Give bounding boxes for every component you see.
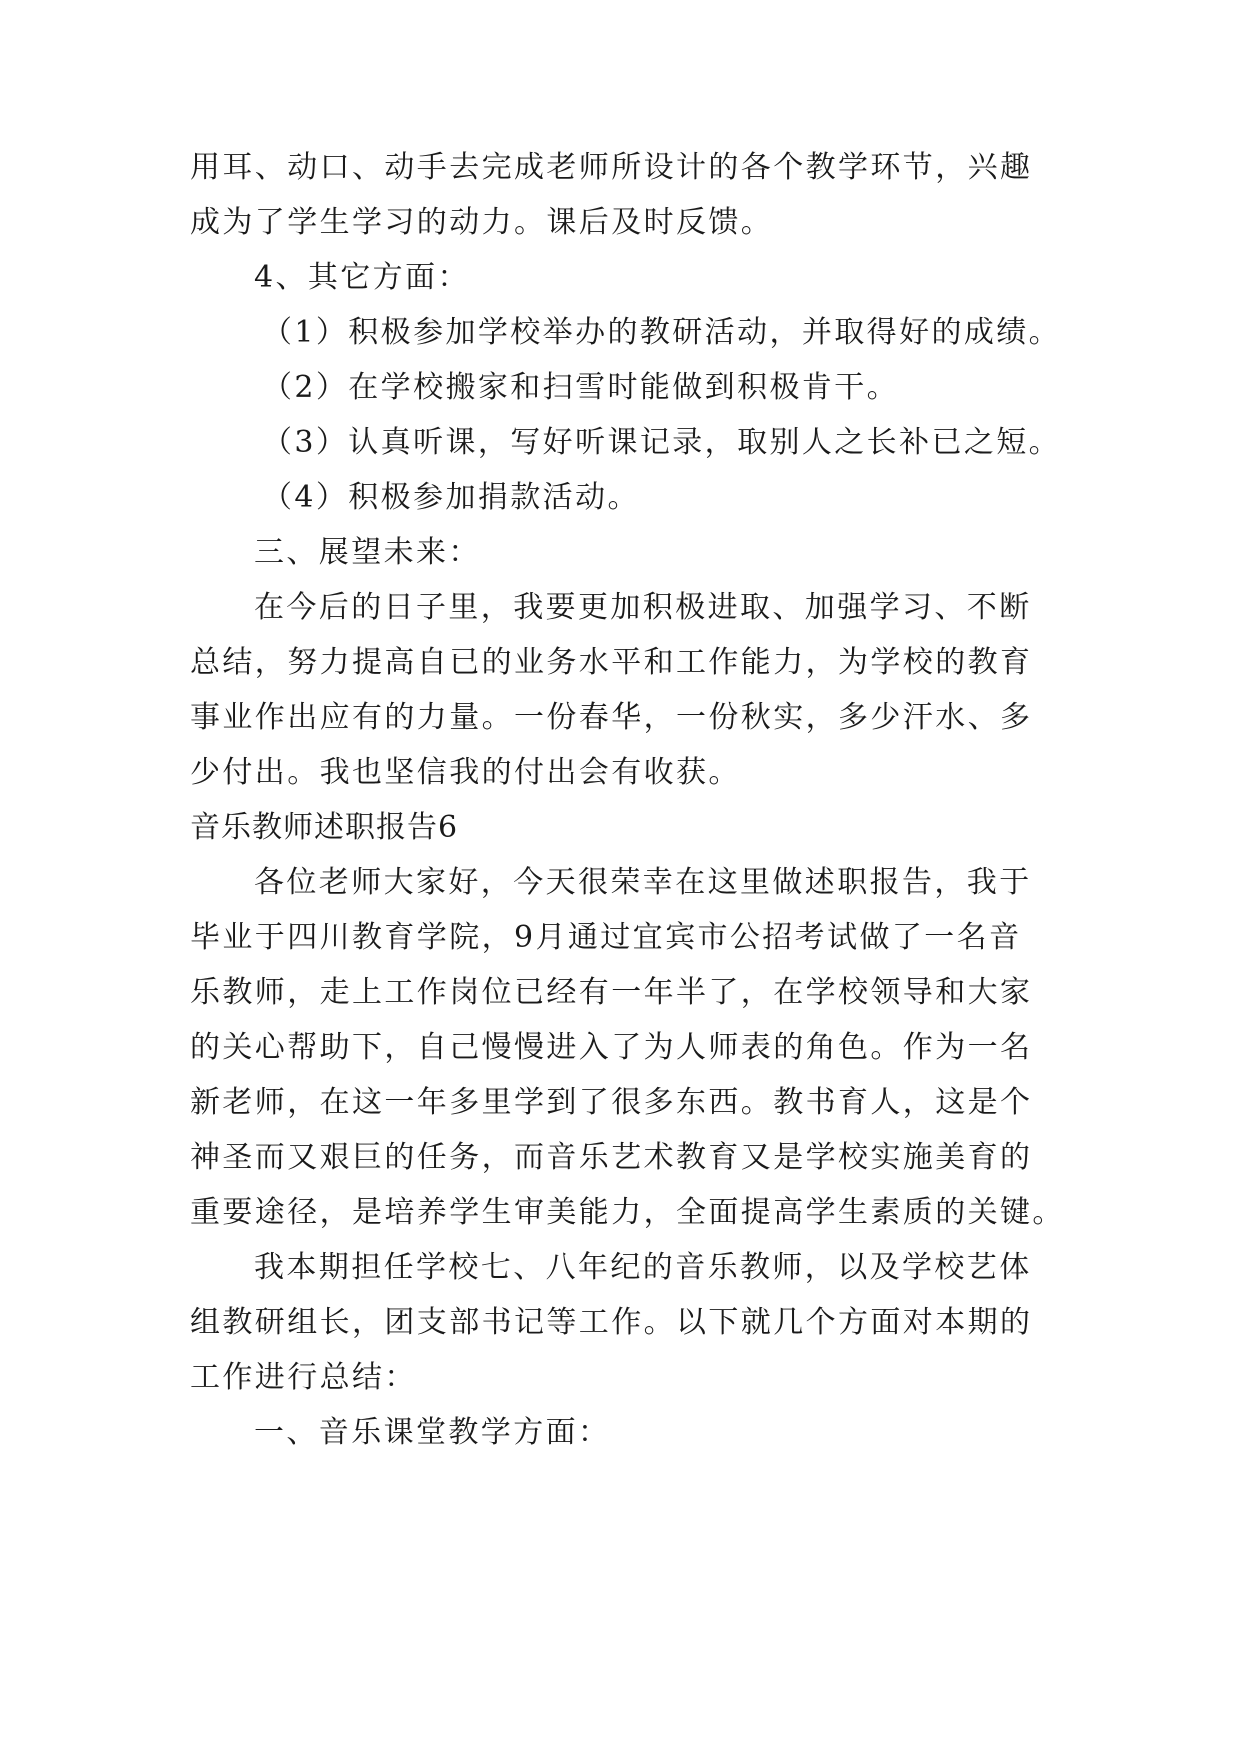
body-text-line: 在今后的日子里，我要更加积极进取、加强学习、不断 <box>254 590 1032 625</box>
list-item: （4）积极参加捐款活动。 <box>262 480 640 515</box>
section-heading: 一、音乐课堂教学方面： <box>254 1415 611 1450</box>
body-text-line: 总结，努力提高自已的业务水平和工作能力，为学校的教育 <box>190 645 1033 680</box>
list-item: （2）在学校搬家和扫雪时能做到积极肯干。 <box>262 370 900 405</box>
list-item: （1）积极参加学校举办的教研活动，并取得好的成绩。 <box>262 315 1062 350</box>
list-item: （3）认真听课，写好听课记录，取别人之长补已之短。 <box>262 425 1062 460</box>
body-text-line: 的关心帮助下，自己慢慢进入了为人师表的角色。作为一名 <box>190 1030 1033 1065</box>
body-text-line: 新老师，在这一年多里学到了很多东西。教书育人，这是个 <box>190 1085 1033 1120</box>
section-subheading: 4、其它方面： <box>254 260 470 295</box>
body-text-line: 少付出。我也坚信我的付出会有收获。 <box>190 755 741 790</box>
body-text-line: 各位老师大家好，今天很荣幸在这里做述职报告，我于 <box>254 865 1032 900</box>
body-text-line: 毕业于四川教育学院，9月通过宜宾市公招考试做了一名音 <box>190 920 1022 955</box>
body-text-line: 组教研组长，团支部书记等工作。以下就几个方面对本期的 <box>190 1305 1033 1340</box>
body-text-line: 用耳、动口、动手去完成老师所设计的各个教学环节，兴趣 <box>190 150 1033 185</box>
body-text-line: 乐教师，走上工作岗位已经有一年半了，在学校领导和大家 <box>190 975 1033 1010</box>
body-text-line: 工作进行总结： <box>190 1360 417 1395</box>
section-heading: 三、展望未来： <box>254 535 481 570</box>
body-text-line: 重要途径，是培养学生审美能力，全面提高学生素质的关键。 <box>190 1195 1065 1230</box>
body-text-line: 成为了学生学习的动力。课后及时反馈。 <box>190 205 774 240</box>
body-text-line: 事业作出应有的力量。一份春华，一份秋实，多少汗水、多 <box>190 700 1033 735</box>
report-title: 音乐教师述职报告6 <box>190 810 459 845</box>
body-text-line: 我本期担任学校七、八年纪的音乐教师，以及学校艺体 <box>254 1250 1032 1285</box>
body-text-line: 神圣而又艰巨的任务，而音乐艺术教育又是学校实施美育的 <box>190 1140 1033 1175</box>
